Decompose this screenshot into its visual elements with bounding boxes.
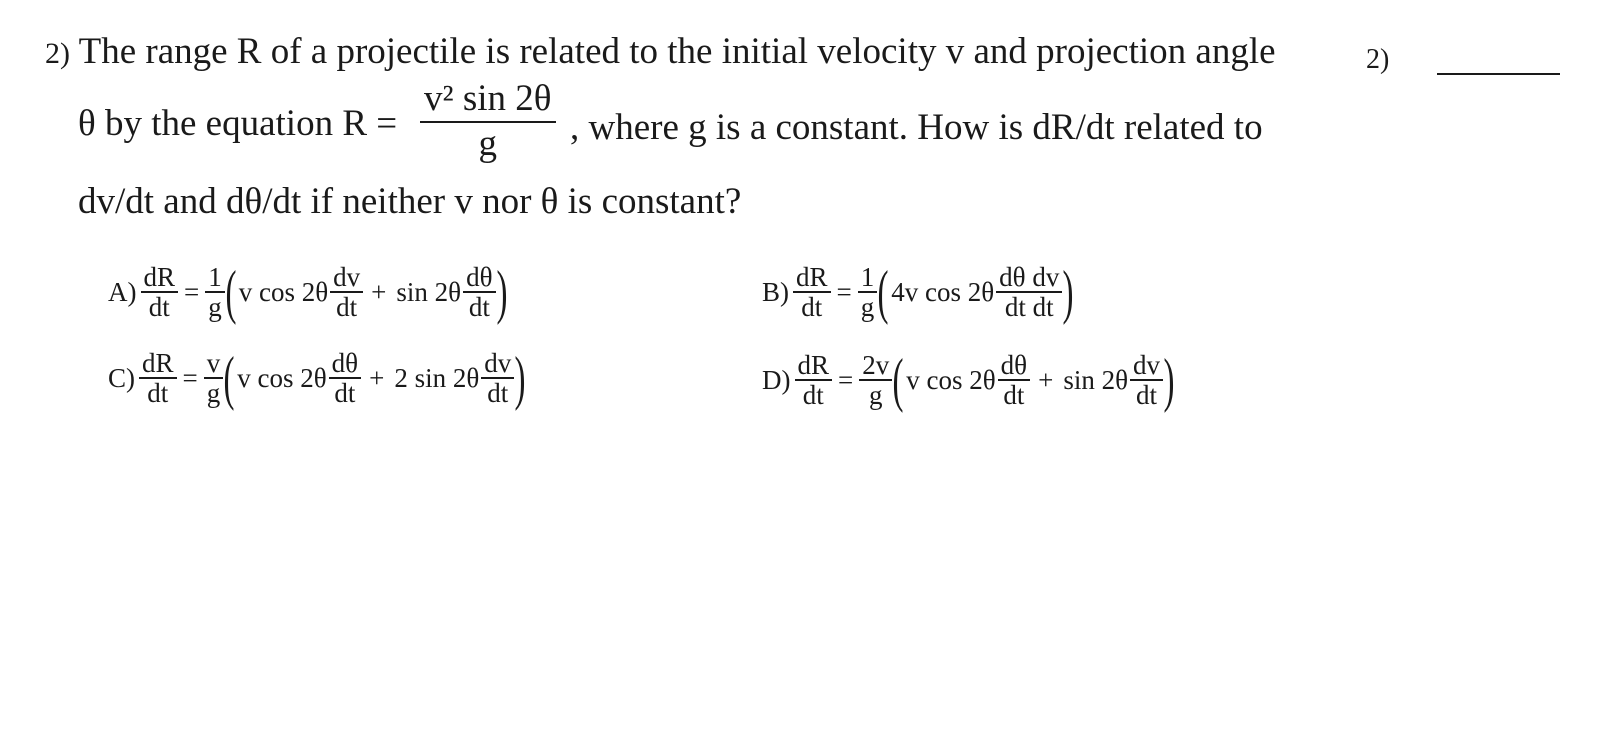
choice-a-term2-deriv: [463, 263, 495, 322]
equals-sign: =: [838, 364, 854, 395]
choice-c-term2-den: dt: [487, 378, 509, 408]
question-text-line-2-end: , where g is a constant. How is dR/dt related to: [570, 107, 1263, 148]
choice-d-lhs-den: dt: [802, 380, 824, 410]
choice-b-term1-deriv: [996, 263, 1062, 322]
choice-d-lhs: [795, 351, 833, 410]
plus-sign: +: [369, 362, 385, 393]
right-paren: ): [1163, 347, 1175, 413]
left-paren: (: [225, 259, 237, 325]
answer-blank-label: 2): [1366, 44, 1390, 75]
choice-c-term2-num: dv: [484, 347, 512, 378]
equals-sign: =: [182, 362, 198, 393]
range-formula-denominator: g: [478, 122, 497, 164]
choice-b-term1-num: dθ dv: [999, 261, 1060, 292]
choice-c-term1: v cos 2θ: [237, 362, 327, 393]
left-paren: (: [892, 347, 904, 413]
choice-d-term1-den: dt: [1003, 380, 1025, 410]
right-paren: ): [514, 345, 526, 411]
left-paren: (: [223, 345, 235, 411]
choice-d-coef-den: g: [869, 380, 883, 410]
left-paren: (: [877, 259, 889, 325]
choice-c-label: C): [108, 362, 135, 393]
right-paren: ): [496, 259, 508, 325]
choice-b-lhs: [793, 263, 831, 322]
answer-blank-line[interactable]: [1437, 73, 1560, 75]
choice-c-term2-deriv: [481, 349, 514, 408]
choice-a-term1-num: dv: [333, 261, 361, 292]
choice-b-coef-den: g: [860, 292, 875, 322]
choice-c-coef-num: v: [206, 347, 221, 378]
equals-sign: =: [184, 276, 200, 307]
choice-a-lhs-num: dR: [143, 261, 176, 292]
choice-c-term2: 2 sin 2θ: [394, 362, 480, 393]
choice-a-label: A): [108, 276, 137, 307]
choice-d-lhs-num: dR: [797, 349, 830, 380]
choice-a-coef-num: 1: [208, 261, 222, 292]
choice-a-coef: [205, 263, 225, 322]
choice-c[interactable]: [108, 345, 526, 411]
right-paren: ): [1062, 259, 1074, 325]
choice-a-term2-den: dt: [468, 292, 490, 322]
choice-d-term2: sin 2θ: [1063, 364, 1129, 395]
plus-sign: +: [371, 276, 387, 307]
range-formula: [420, 80, 556, 164]
choice-c-term1-num: dθ: [331, 347, 359, 378]
choice-c-coef-den: g: [206, 378, 221, 408]
choice-d-term1-num: dθ: [1000, 349, 1028, 380]
choice-c-lhs: [139, 349, 177, 408]
question-number: 2): [45, 37, 70, 70]
choice-b-label: B): [762, 276, 789, 307]
choice-a-lhs-den: dt: [148, 292, 170, 322]
choice-a-coef-den: g: [208, 292, 222, 322]
choice-d-term1: v cos 2θ: [906, 364, 996, 395]
choice-c-lhs-den: dt: [147, 378, 169, 408]
choice-d-coef: [859, 351, 892, 410]
choice-a-term1-deriv: [330, 263, 363, 322]
choice-b-term1: 4v cos 2θ: [891, 276, 995, 307]
choice-a-term2-num: dθ: [466, 261, 493, 292]
choice-a-term2: sin 2θ: [396, 276, 462, 307]
choice-b-term1-den: dt dt: [1004, 292, 1054, 322]
question-line-1: [45, 30, 1276, 73]
equals-sign: =: [836, 276, 852, 307]
choice-a-lhs: [141, 263, 179, 322]
range-formula-numerator: v² sin 2θ: [424, 78, 552, 119]
choice-b[interactable]: [762, 259, 1074, 325]
choice-d-term2-num: dv: [1133, 349, 1161, 380]
choice-b-lhs-num: dR: [796, 261, 828, 292]
choice-a[interactable]: [108, 259, 508, 325]
question-text-line-1: The range R of a projectile is related to the initial velocity v and projection angle: [78, 31, 1276, 72]
choice-a-term1-den: dt: [336, 292, 358, 322]
choice-c-coef: [204, 349, 224, 408]
question-text-line-3: dv/dt and dθ/dt if neither v nor θ is constant?: [78, 181, 742, 222]
choice-d-coef-num: 2v: [862, 349, 890, 380]
choice-b-coef-num: 1: [860, 261, 875, 292]
question-text-line-2-start: θ by the equation R =: [78, 103, 398, 144]
choice-d-term2-deriv: [1130, 351, 1163, 410]
choice-c-term1-deriv: [329, 349, 361, 408]
choice-c-lhs-num: dR: [142, 347, 174, 378]
choice-b-lhs-den: dt: [801, 292, 823, 322]
choice-d[interactable]: [762, 347, 1175, 413]
choice-b-coef: [858, 263, 878, 322]
choice-d-term2-den: dt: [1136, 380, 1158, 410]
choice-d-term1-deriv: [998, 351, 1030, 410]
choice-d-label: D): [762, 364, 791, 395]
choice-a-term1: v cos 2θ: [238, 276, 329, 307]
plus-sign: +: [1038, 364, 1054, 395]
choice-c-term1-den: dt: [334, 378, 356, 408]
